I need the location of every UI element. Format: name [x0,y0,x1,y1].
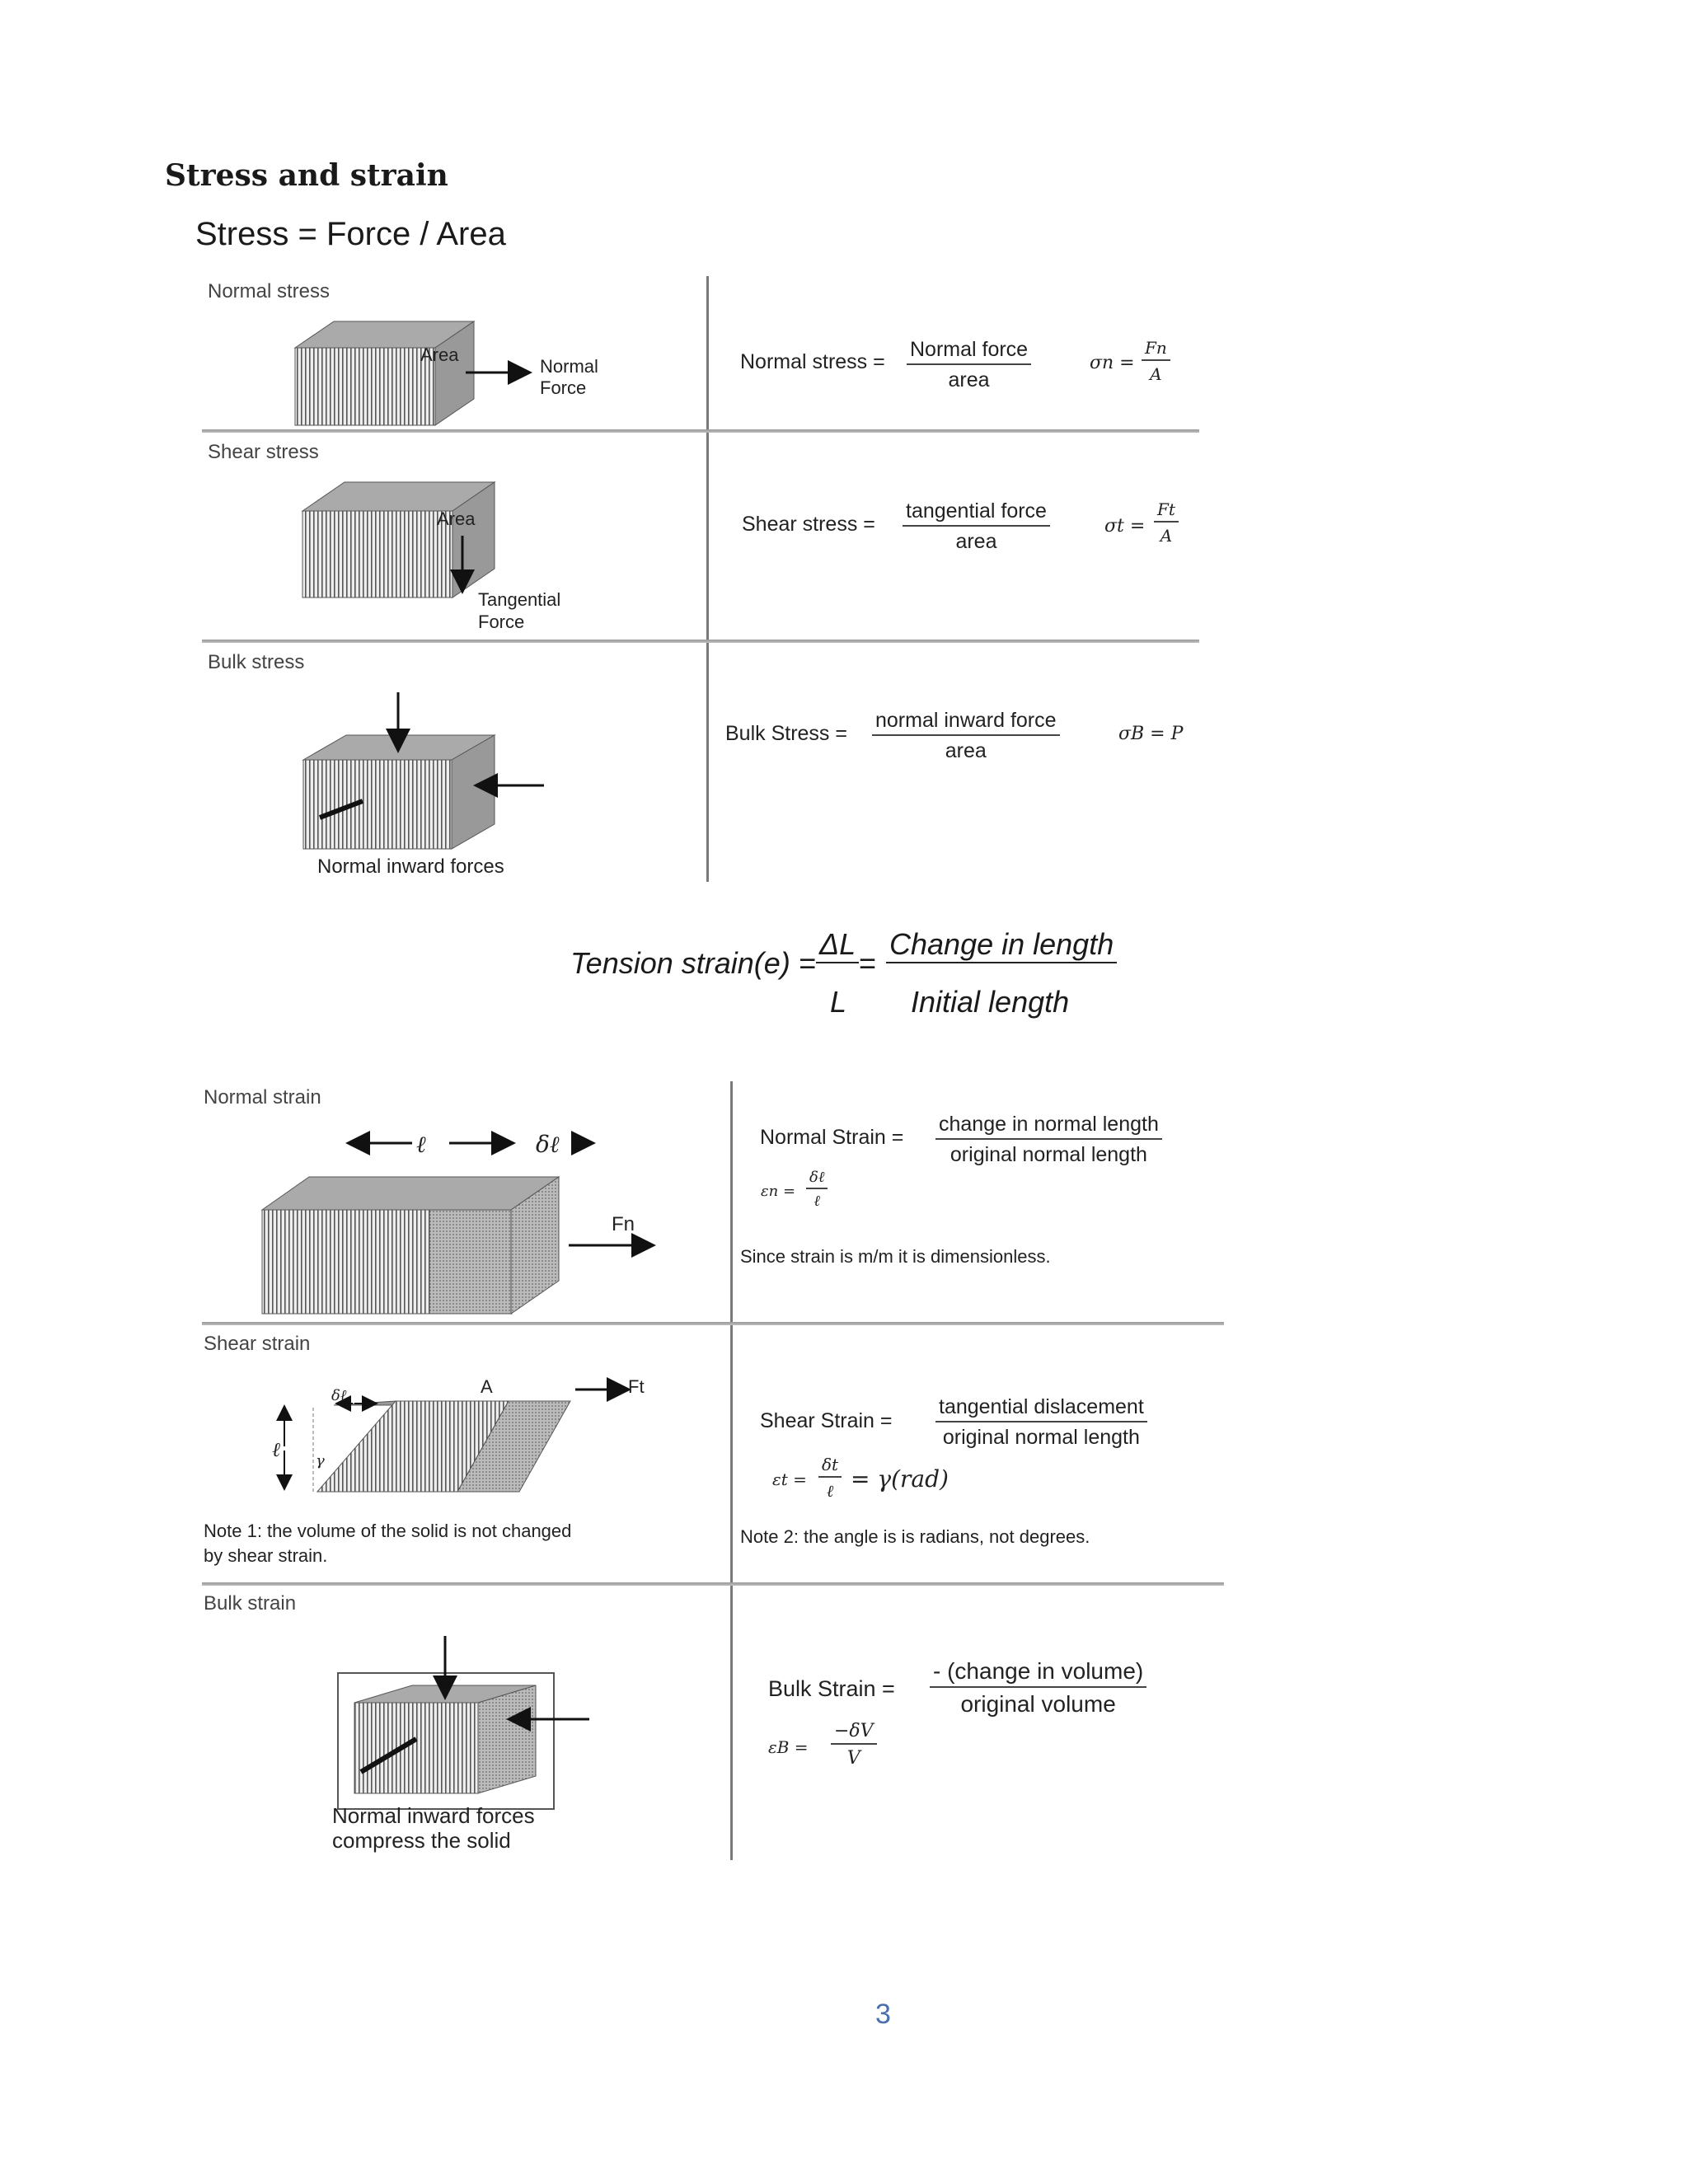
bulk-stress-caption: Normal inward forces [317,855,504,878]
shear-force-ft-label: Ft [628,1376,645,1397]
tension-change-in-length: Change in length [886,927,1117,963]
shear-note-1: Note 1: the volume of the solid is not changed [204,1521,572,1541]
fraction-denominator: ℓ [814,1193,820,1210]
normal-strain-heading: Normal strain [204,1086,321,1108]
stress-definition: Stress = Force / Area [195,216,506,252]
normal-area-label: Area [420,344,459,365]
fraction-denominator: A [1160,526,1173,546]
fraction-denominator: ℓ [826,1481,834,1501]
fraction-numerator: change in normal length [935,1113,1162,1140]
fraction-denominator: original volume [960,1691,1116,1717]
fraction-denominator: A [1150,364,1162,384]
fraction-numerator: tangential dislacement [935,1395,1147,1422]
normal-strain-symbol: εn = [761,1183,796,1200]
shear-gamma-label: γ [316,1452,325,1469]
fraction-numerator: - (change in volume) [930,1658,1146,1688]
tension-strain-lhs: Tension strain(e) = [570,946,816,980]
page-title: Stress and strain [165,158,448,193]
fraction-denominator: original normal length [942,1426,1140,1449]
shear-l-label: ℓ [272,1438,280,1461]
shear-top-area-label: A [481,1376,493,1397]
bulk-strain-heading: Bulk strain [204,1592,297,1615]
shear-force-label: Tangential [478,589,561,610]
shear-strain-symbol: εt = [772,1469,807,1489]
shear-area-label: Area [437,509,476,529]
page-number: 3 [875,1999,891,2030]
normal-strain-note: Since strain is m/m it is dimensionless. [740,1246,1051,1267]
length-label: ℓ [416,1131,426,1158]
fraction-denominator: area [945,739,987,762]
shear-strain-fraction [935,1395,1147,1450]
fraction-numerator: tangential force [903,499,1050,527]
bulk-strain-symbol: εB = [768,1737,809,1757]
bulk-strain-caption: Normal inward forces [332,1803,535,1828]
normal-force-label: Normal [540,356,598,377]
bulk-strain-eq-label: Bulk Strain = [768,1676,895,1701]
tension-denominator: L [830,985,847,1019]
shear-force-label: Force [478,612,525,632]
fraction-numerator: Fn [1142,338,1170,361]
shear-stress-heading: Shear stress [208,441,319,463]
normal-force-fn-label: Fn [612,1213,635,1235]
normal-strain-fraction [935,1113,1162,1167]
fraction-denominator: area [948,368,990,391]
fraction-numerator: Normal force [907,338,1031,365]
delta-length-label: δℓ [536,1131,560,1158]
normal-force-label: Force [540,377,587,398]
bulk-strain-symbol-fraction [831,1721,877,1769]
normal-stress-eq-label: Normal stress = [740,350,885,373]
normal-stress-heading: Normal stress [208,280,331,302]
fraction-numerator: −δV [831,1721,877,1745]
shear-strain-symbol-fraction [818,1455,842,1502]
bulk-stress-symbol: σB = P [1118,724,1184,744]
fraction-numerator: normal inward force [872,709,1060,736]
bulk-stress-heading: Bulk stress [208,651,305,673]
shear-dl-label: δℓ [331,1387,347,1404]
shear-stress-eq-label: Shear stress = [742,513,875,536]
shear-strain-eq-label: Shear Strain = [760,1409,893,1432]
fraction-denominator: area [955,530,997,553]
tension-equals: = [859,946,877,980]
tension-numerator: ΔL [816,927,859,963]
shear-note-2: Note 2: the angle is is radians, not degrees. [740,1526,1090,1547]
shear-strain-heading: Shear strain [204,1333,311,1355]
fraction-numerator: δℓ [806,1169,828,1189]
fraction-denominator: V [846,1748,860,1769]
shear-note-1: by shear strain. [204,1545,328,1566]
bulk-strain-caption: compress the solid [332,1828,511,1853]
tension-initial-length: Initial length [911,985,1070,1019]
bulk-stress-eq-label: Bulk Stress = [725,722,847,745]
normal-strain-eq-label: Normal Strain = [760,1126,904,1149]
fraction-numerator: δt [818,1455,842,1478]
shear-stress-symbol: σt = [1104,516,1146,537]
shear-strain-gamma-rad: = γ(rad) [851,1465,949,1493]
normal-strain-symbol-fraction [806,1169,828,1210]
bulk-strain-fraction [930,1658,1146,1718]
fraction-denominator: original normal length [950,1143,1147,1166]
fraction-numerator: Ft [1154,499,1179,523]
normal-stress-symbol: σn = [1090,353,1135,373]
